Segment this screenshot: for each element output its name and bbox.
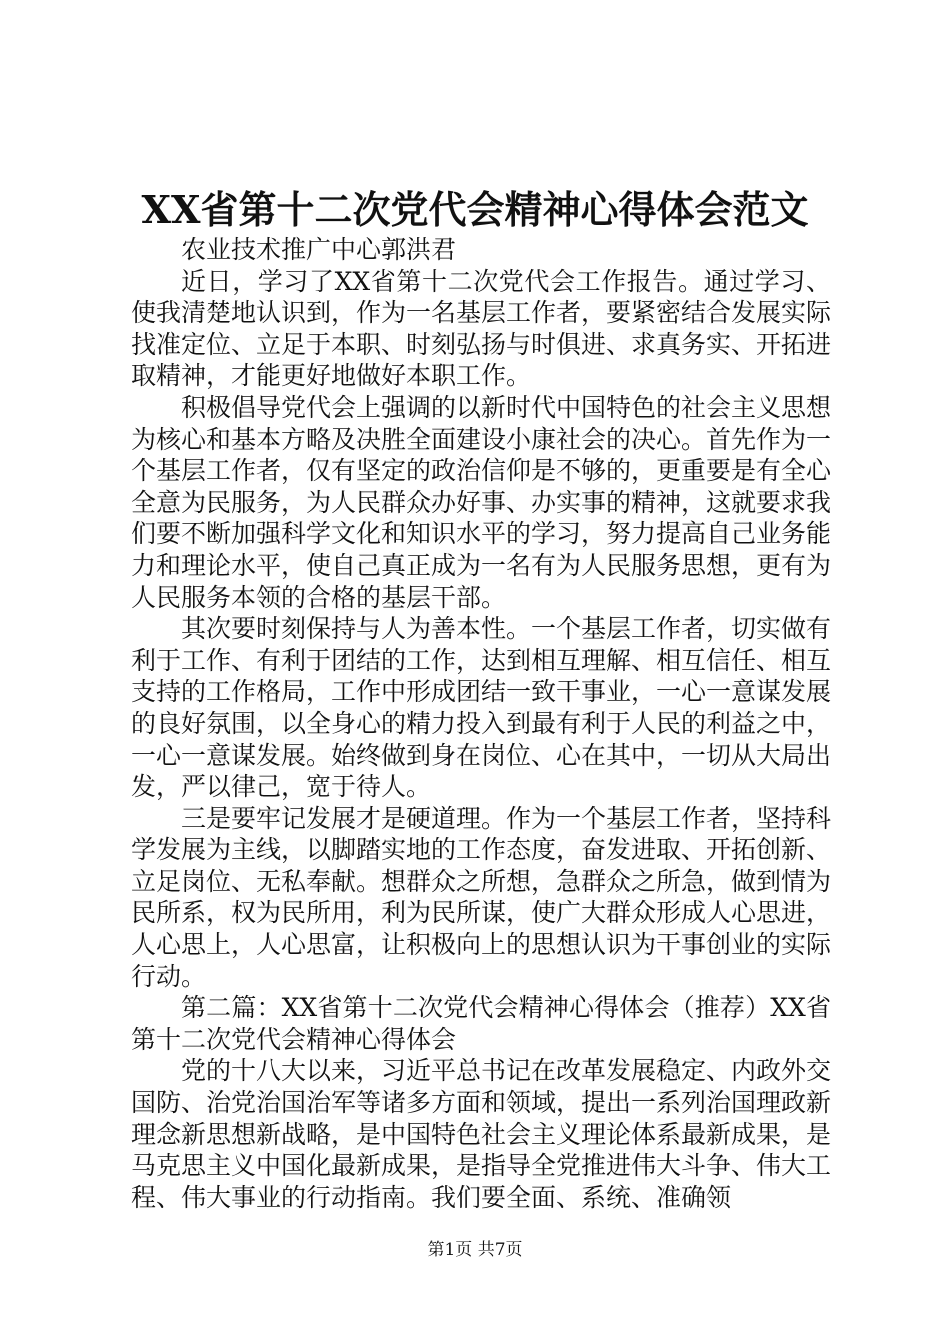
paragraph: 近日，学习了XX省第十二次党代会工作报告。通过学习、使我清楚地认识到，作为一名基层工作者，要紧密结合发展实际找准定位、立足于本职、时刻弘扬与时俱进、求真务实、开拓进取精神，才能更好地做好本职工作。 (131, 266, 832, 391)
paragraph: 其次要时刻保持与人为善本性。一个基层工作者，切实做有利于工作、有利于团结的工作，达到相互理解、相互信任、相互支持的工作格局，工作中形成团结一致干事业，一心一意谋发展的良好氛围，以全身心的精力投入到最有利于人民的利益之中，一心一意谋发展。始终做到身在岗位、心在其中，一切从大局出发，严以律己，宽于待人。 (131, 614, 832, 802)
page-number-footer: 第1页 共7页 (427, 1240, 523, 1260)
paragraph: 党的十八大以来，习近平总书记在改革发展稳定、内政外交国防、治党治国治军等诸多方面和领域，提出一系列治国理政新理念新思想新战略，是中国特色社会主义理论体系最新成果，是马克思主义中国化最新成果，是指导全党推进伟大斗争、伟大工程、伟大事业的行动指南。我们要全面、系统、准确领 (131, 1056, 832, 1212)
document-body (131, 234, 831, 1213)
section-heading: 第二篇：XX省第十二次党代会精神心得体会（推荐）XX省第十二次党代会精神心得体会 (131, 993, 831, 1054)
document-title: XX省第十二次党代会精神心得体会范文 (141, 187, 809, 232)
paragraph: 三是要牢记发展才是硬道理。作为一个基层工作者，坚持科学发展为主线，以脚踏实地的工作态度，奋发进取、开拓创新、立足岗位、无私奉献。想群众之所想，急群众之所急，做到情为民所系，权为民所用，利为民所谋，使广大群众形成人心思进，人心思上，人心思富，让积极向上的思想认识为干事创业的实际行动。 (131, 803, 832, 991)
paragraph: 积极倡导党代会上强调的以新时代中国特色的社会主义思想为核心和基本方略及决胜全面建设小康社会的决心。首先作为一个基层工作者，仅有坚定的政治信仰是不够的，更重要是有全心全意为民服务，为人民群众办好事、办实事的精神，这就要求我们要不断加强科学文化和知识水平的学习，努力提高自己业务能力和理论水平，使自己真正成为一名有为人民服务思想，更有为人民服务本领的合格的基层干部。 (131, 392, 832, 612)
author-line: 农业技术推广中心郭洪君 (181, 235, 457, 264)
